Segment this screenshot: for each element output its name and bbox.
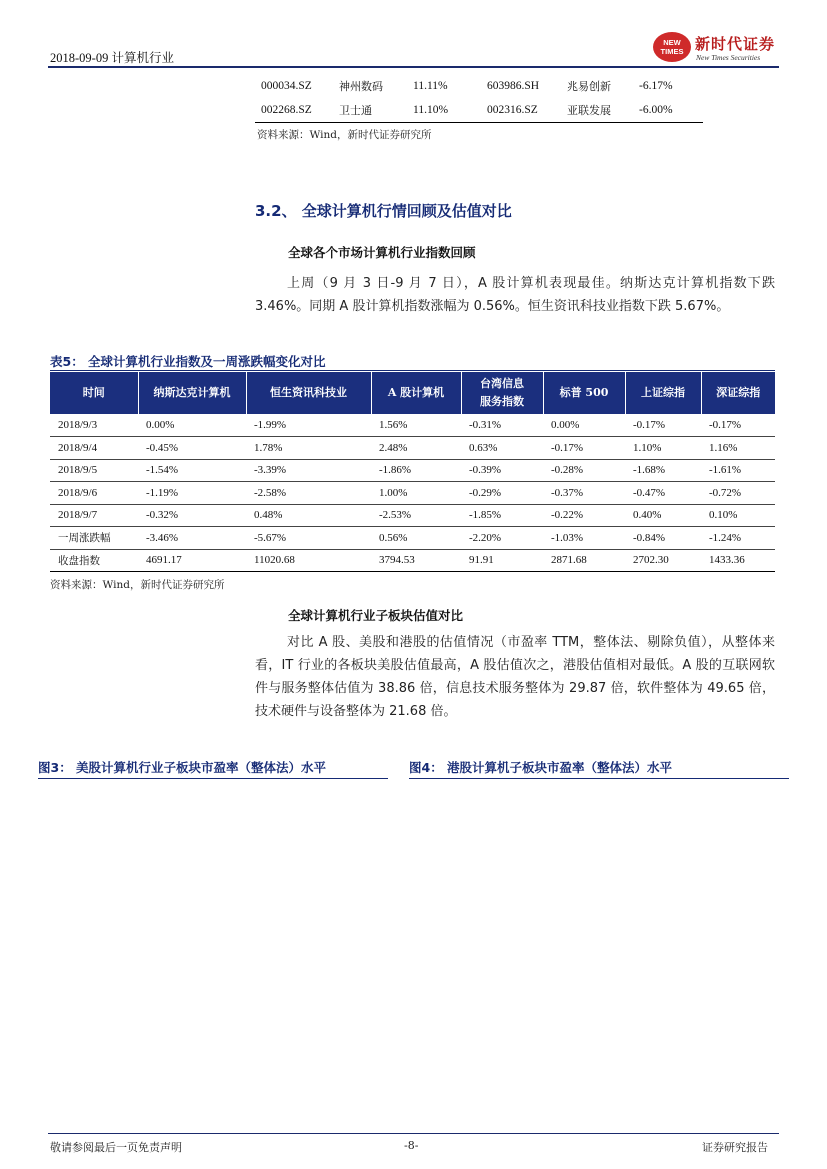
table-cell: -0.28% (543, 459, 625, 482)
table-row (255, 74, 703, 98)
table-cell: -0.29% (461, 482, 543, 505)
table-cell: -0.17% (701, 414, 775, 437)
table-cell: 0.63% (461, 437, 543, 460)
table-cell: -2.53% (371, 504, 461, 527)
table-cell: 603986.SH (487, 80, 540, 92)
logo-chinese-name: 新时代证券 (695, 35, 776, 53)
paragraph-valuation: 对比 A 股、美股和港股的估值情况（市盈率 TTM，整体法、剔除负值），从整体来看，IT 行业的各板块美股估值最高，A 股估值次之，港股估值相对最低。A 股的互联网软件与服务整体估值为 38.86 倍，信息技术服务整体为 29.87 倍，软件整体为 49.65 倍，技术硬件与设备整体为 21.68 倍。 (255, 635, 775, 719)
table-cell: 0.40% (625, 504, 701, 527)
table-cell: -0.72% (701, 482, 775, 505)
row-label: 2018/9/3 (50, 414, 138, 437)
table-row (255, 98, 703, 122)
table-cell: 0.48% (246, 504, 371, 527)
table-cell: -6.00% (633, 98, 703, 122)
table-cell: 1.10% (625, 437, 701, 460)
table-cell: 亚联发展 (561, 98, 633, 122)
table-cell: -0.17% (543, 437, 625, 460)
table-cell: 000034.SZ (261, 80, 312, 92)
table-cell: -0.17% (625, 414, 701, 437)
table-cell: 2.48% (371, 437, 461, 460)
column-header: 时间 (50, 372, 138, 414)
table-cell: -0.31% (461, 414, 543, 437)
table-cell: 2702.30 (625, 549, 701, 572)
row-label: 2018/9/6 (50, 482, 138, 505)
column-header: 深证综指 (701, 372, 775, 414)
table5-title-underline (50, 370, 775, 371)
table-cell: 0.00% (543, 414, 625, 437)
table-cell: -0.32% (138, 504, 246, 527)
table-cell: -0.47% (625, 482, 701, 505)
table-cell: -2.58% (246, 482, 371, 505)
table-cell: 0.00% (138, 414, 246, 437)
table-cell: -5.67% (246, 527, 371, 550)
column-header: 标普 500 (543, 372, 625, 414)
header-date-industry: 2018-09-09 计算机行业 (50, 51, 174, 65)
table-cell: 002316.SZ (481, 98, 561, 122)
table-cell: 002268.SZ (255, 98, 333, 122)
table-cell: -3.46% (138, 527, 246, 550)
logo-english-name: New Times Securities (696, 53, 761, 62)
subsection-title-index-review: 全球各个市场计算机行业指数回顾 (288, 245, 476, 260)
table-cell: -1.03% (543, 527, 625, 550)
table-cell: 卫士通 (333, 98, 407, 122)
table-row (50, 527, 775, 550)
table-cell: 2871.68 (543, 549, 625, 572)
table-cell: 1.56% (371, 414, 461, 437)
table-cell: 11.11% (413, 80, 448, 92)
table-cell: 1.16% (701, 437, 775, 460)
table-cell: 11020.68 (246, 549, 371, 572)
table-cell: 3794.53 (371, 549, 461, 572)
table-cell: -1.61% (701, 459, 775, 482)
logo-emblem: NEW TIMES (653, 32, 691, 62)
table-cell: -6.17% (639, 80, 673, 92)
header-divider (48, 66, 779, 68)
table-cell: -1.99% (246, 414, 371, 437)
figure4-underline (409, 778, 789, 779)
table-row (50, 482, 775, 505)
table-cell: -0.84% (625, 527, 701, 550)
column-header: 台湾信息服务指数 (461, 372, 543, 414)
table-row (50, 459, 775, 482)
table-row (50, 504, 775, 527)
company-logo (653, 32, 783, 66)
table-cell: -1.85% (461, 504, 543, 527)
table-cell: 1.00% (371, 482, 461, 505)
top-table-source: 资料来源：Wind，新时代证券研究所 (257, 129, 432, 141)
figure3-underline (38, 778, 388, 779)
table-cell: -1.24% (701, 527, 775, 550)
table-cell: -0.22% (543, 504, 625, 527)
column-header: 恒生资讯科技业 (246, 372, 371, 414)
global-index-table (50, 372, 775, 572)
column-header: A 股计算机 (371, 372, 461, 414)
table-cell: -0.45% (138, 437, 246, 460)
page-number: -8- (404, 1139, 419, 1152)
table-row (50, 414, 775, 437)
column-header: 上证综指 (625, 372, 701, 414)
row-label: 收盘指数 (50, 549, 138, 572)
table-cell: -1.19% (138, 482, 246, 505)
table-cell: 0.10% (701, 504, 775, 527)
table5-source: 资料来源：Wind，新时代证券研究所 (50, 579, 225, 591)
paragraph-index-review: 上周（9 月 3 日-9 月 7 日），A 股计算机表现最佳。纳斯达克计算机指数下跌 3.46%。同期 A 股计算机指数涨幅为 0.56%。恒生资讯科技业指数下跌 5.67%。 (255, 276, 775, 314)
stock-ranking-table (255, 74, 703, 123)
table5-title: 表5： 全球计算机行业指数及一周涨跌幅变化对比 (50, 354, 326, 369)
table-cell: 0.56% (371, 527, 461, 550)
subsection-title-valuation: 全球计算机行业子板块估值对比 (288, 608, 464, 623)
row-label: 2018/9/4 (50, 437, 138, 460)
table-cell: -2.20% (461, 527, 543, 550)
table-cell: 1433.36 (701, 549, 775, 572)
section-title: 3.2、 全球计算机行情回顾及估值对比 (255, 202, 512, 220)
table-cell: 1.78% (246, 437, 371, 460)
table-cell: -1.54% (138, 459, 246, 482)
row-label: 一周涨跌幅 (50, 527, 138, 550)
figure4-title: 图4： 港股计算机子板块市盈率（整体法）水平 (409, 760, 673, 775)
table-cell: 4691.17 (138, 549, 246, 572)
table-cell: -1.68% (625, 459, 701, 482)
table-cell: -3.39% (246, 459, 371, 482)
table-cell: -0.37% (543, 482, 625, 505)
footer-divider (48, 1133, 779, 1134)
table-cell: 11.10% (407, 98, 481, 122)
footer-disclaimer: 敬请参阅最后一页免责声明 (50, 1141, 182, 1154)
table-cell: -1.86% (371, 459, 461, 482)
figure3-title: 图3： 美股计算机行业子板块市盈率（整体法）水平 (38, 760, 327, 775)
table-cell: 91.91 (461, 549, 543, 572)
table-row (50, 437, 775, 460)
table-cell: -0.39% (461, 459, 543, 482)
row-label: 2018/9/5 (50, 459, 138, 482)
row-label: 2018/9/7 (50, 504, 138, 527)
table-cell: 神州数码 (339, 80, 383, 93)
footer-report-type: 证券研究报告 (702, 1141, 768, 1154)
column-header: 纳斯达克计算机 (138, 372, 246, 414)
table-cell: 兆易创新 (567, 80, 611, 93)
table-row (50, 549, 775, 572)
